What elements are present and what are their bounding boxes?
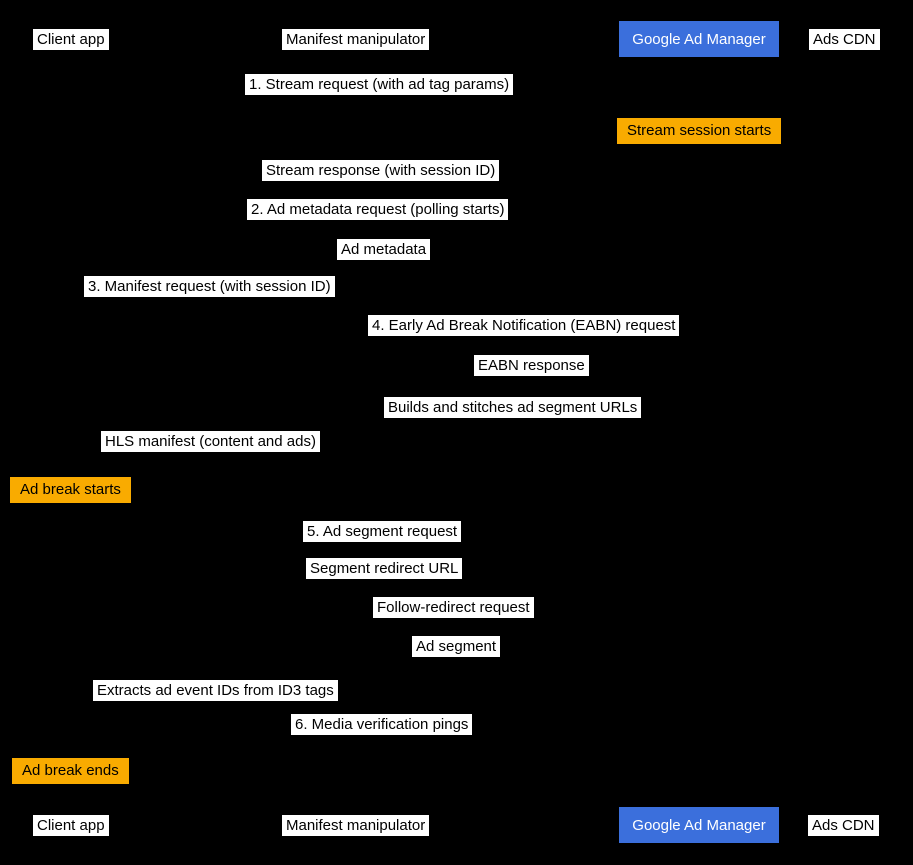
- note-ad-break-starts: Ad break starts: [10, 477, 131, 503]
- message-builds-and-stitches: Builds and stitches ad segment URLs: [384, 397, 641, 418]
- message-3-manifest-request: 3. Manifest request (with session ID): [84, 276, 335, 297]
- message-5-ad-segment-request: 5. Ad segment request: [303, 521, 461, 542]
- message-2-ad-metadata-request: 2. Ad metadata request (polling starts): [247, 199, 508, 220]
- message-stream-response: Stream response (with session ID): [262, 160, 499, 181]
- actor-ads-cdn-bottom: Ads CDN: [808, 815, 879, 836]
- actor-manifest-manipulator-bottom: Manifest manipulator: [282, 815, 429, 836]
- actor-google-ad-manager-top: Google Ad Manager: [619, 21, 779, 57]
- message-follow-redirect-request: Follow-redirect request: [373, 597, 534, 618]
- actor-google-ad-manager-bottom: Google Ad Manager: [619, 807, 779, 843]
- message-4-eabn-request: 4. Early Ad Break Notification (EABN) request: [368, 315, 679, 336]
- message-segment-redirect-url: Segment redirect URL: [306, 558, 462, 579]
- message-ad-segment: Ad segment: [412, 636, 500, 657]
- message-ad-metadata: Ad metadata: [337, 239, 430, 260]
- message-eabn-response: EABN response: [474, 355, 589, 376]
- note-stream-session-starts: Stream session starts: [617, 118, 781, 144]
- actor-client-app-bottom: Client app: [33, 815, 109, 836]
- actor-client-app-top: Client app: [33, 29, 109, 50]
- actor-ads-cdn-top: Ads CDN: [809, 29, 880, 50]
- message-6-media-verification-pings: 6. Media verification pings: [291, 714, 472, 735]
- message-hls-manifest: HLS manifest (content and ads): [101, 431, 320, 452]
- actor-manifest-manipulator-top: Manifest manipulator: [282, 29, 429, 50]
- message-1-stream-request: 1. Stream request (with ad tag params): [245, 74, 513, 95]
- note-ad-break-ends: Ad break ends: [12, 758, 129, 784]
- message-extracts-ad-event-ids: Extracts ad event IDs from ID3 tags: [93, 680, 338, 701]
